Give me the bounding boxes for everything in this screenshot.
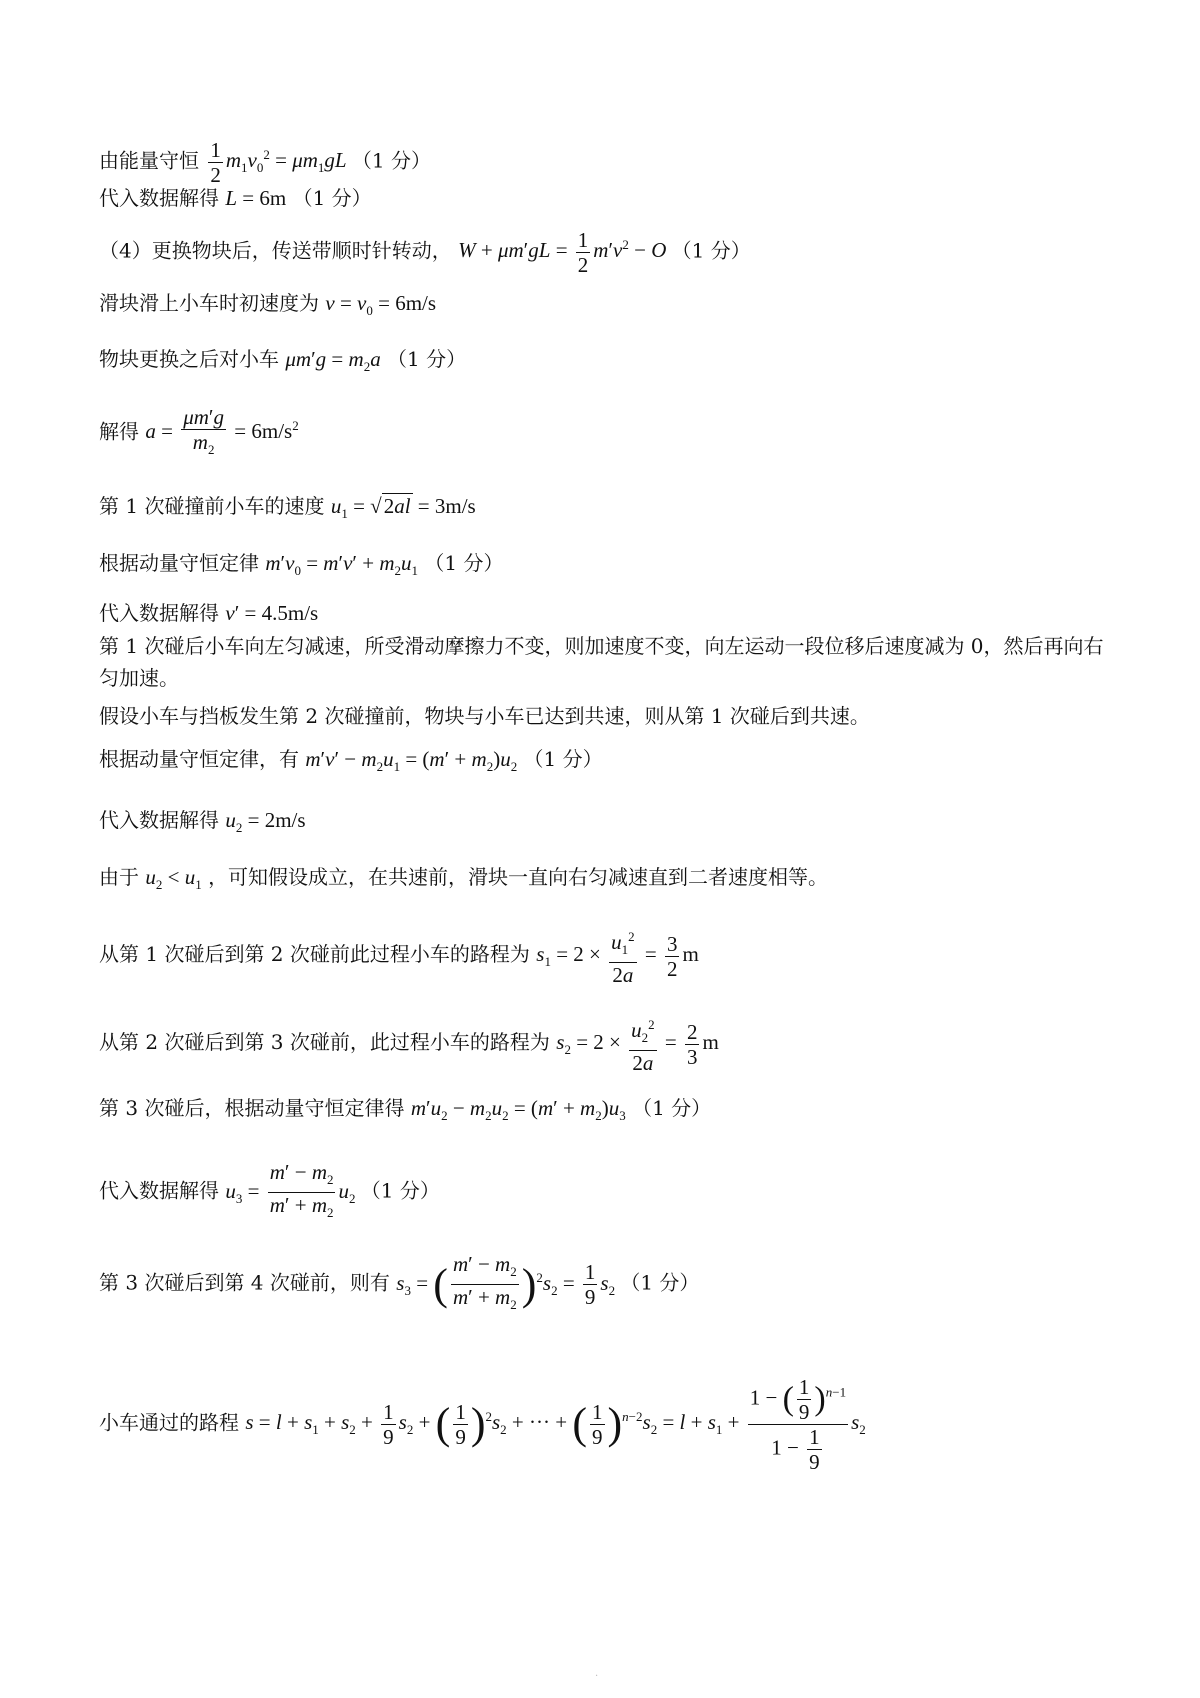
work-energy-formula: W + μm′gL = $\frac{1}{2}$ $m'v^2 - O$	[458, 228, 667, 277]
total-distance-formula: $s = l + s_1 + s_2$ + $\frac{1}{9}$ $s_2$ + ( $\frac{1}{9}$ )$^2s_2$ + ··· + ( $\frac{1}{9}$ )$^{n-2}s_2 = l + s_1$ + 1 − ( $\frac{1}{9}$ )$^{n-1}$ 1 − $\frac{1}{9}$ $s_2$	[245, 1375, 866, 1474]
v-prime-line	[99, 600, 318, 626]
u3-formula: $u_3$ = $\frac{m' - m_2}{m' + m_2}$ $u_2$	[225, 1160, 356, 1221]
line-text: 由能量守恒	[99, 148, 199, 173]
page-footer-mark: .	[595, 1668, 599, 1679]
line-text: 由于	[99, 865, 139, 889]
acceleration-line	[99, 405, 299, 462]
s2-line	[99, 1013, 719, 1075]
line-text: 第 3 次碰后到第 4 次碰前，则有	[99, 1270, 390, 1295]
comparison-line	[99, 864, 828, 898]
comparison-formula: $u_2 < u_1$	[145, 865, 202, 893]
line-text: （4）更换物块后，传送带顺时针转动，	[99, 238, 452, 263]
line-text: 第 1 次碰撞前小车的速度	[99, 494, 325, 518]
total-distance-line	[99, 1375, 866, 1474]
line-text: 小车通过的路程	[99, 1410, 239, 1435]
paragraph-first-collision: 第 1 次碰后小车向左匀减速，所受滑动摩擦力不变，则加速度不变，向左运动一段位移后速度减为 0，然后再向右匀加速。	[99, 634, 1104, 690]
line-text: 第 3 次碰后，根据动量守恒定律得	[99, 1096, 405, 1120]
s3-line	[99, 1252, 699, 1317]
score-note: （1 分）	[523, 747, 603, 771]
line-text: 滑块滑上小车时初速度为	[99, 291, 319, 315]
s2-formula: $s_2 = 2$ × $\frac{u_2^2}{2a}$ = $\frac{2}{3}$ m	[556, 1030, 719, 1054]
score-note: （1 分）	[387, 347, 467, 371]
s3-formula: $s_3$ = ( $\frac{m' - m_2}{m' + m_2}$ )$^2s_2$ = $\frac{1}{9}$ $s_2$	[396, 1252, 616, 1313]
line-text: 从第 2 次碰后到第 3 次碰前，此过程小车的路程为	[99, 1029, 550, 1054]
score-note: （1 分）	[360, 1178, 440, 1203]
paragraph-assumption: 假设小车与挡板发生第 2 次碰撞前，物块与小车已达到共速，则从第 1 次碰后到共速。	[99, 704, 870, 728]
score-note: （1 分）	[424, 551, 504, 575]
line-text: 代入数据解得	[99, 808, 219, 832]
initial-speed-formula: $v = v_0 = 6m/s$	[325, 291, 437, 319]
score-note: （1 分）	[632, 1096, 712, 1120]
score-note: （1 分）	[620, 1270, 700, 1295]
line-text-2: ，可知假设成立，在共速前，滑块一直向右匀减速直到二者速度相等。	[208, 865, 829, 889]
momentum-line-3	[99, 1095, 711, 1129]
energy-formula: $\frac{1}{2}$ $m_1v_0^2 = \mu m_1gL$	[210, 138, 347, 187]
cart-force-line	[99, 346, 466, 380]
initial-speed-line	[99, 290, 436, 324]
score-note: （1 分）	[292, 186, 372, 210]
momentum-formula-1: $m'v_0 = m'v' + m_2u_1$	[265, 551, 418, 579]
acceleration-formula: a = $\frac{\mu m'g}{m_2}$ = $6m/s^2$	[145, 405, 299, 458]
s1-line	[99, 925, 699, 987]
u2-line	[99, 807, 306, 841]
score-note: （1 分）	[671, 238, 751, 263]
momentum-line-1	[99, 550, 503, 584]
v-prime-result: v′ = 4.5m/s	[225, 601, 319, 625]
first-collision-speed-line	[99, 493, 476, 527]
solve-L-line	[99, 185, 372, 211]
line-text: 根据动量守恒定律，有	[99, 747, 299, 771]
u1-formula: $u_1 = √2al = 3m/s$	[330, 494, 476, 522]
work-energy-line	[99, 228, 751, 277]
line-text: 代入数据解得	[99, 1178, 219, 1203]
momentum-line-2	[99, 746, 603, 780]
u2-result: $u_2 = 2m/s$	[225, 808, 306, 836]
energy-conservation-line	[99, 138, 431, 187]
line-text: 代入数据解得	[99, 186, 219, 210]
line-text: 根据动量守恒定律	[99, 551, 259, 575]
momentum-formula-3: $m'u_2 - m_2u_2 = (m' + m_2)u_3$	[410, 1096, 626, 1124]
line-text: 物块更换之后对小车	[99, 347, 279, 371]
L-result: L = 6m	[225, 186, 287, 210]
score-note: （1 分）	[351, 148, 431, 173]
line-text: 从第 1 次碰后到第 2 次碰前此过程小车的路程为	[99, 941, 530, 966]
s1-formula: $s_1 = 2$ × $\frac{u_1^2}{2a}$ = $\frac{3}{2}$ m	[536, 942, 699, 966]
line-text: 代入数据解得	[99, 601, 219, 625]
u3-line	[99, 1160, 440, 1225]
cart-force-formula: $\mu m'g = m_2a$	[285, 347, 381, 375]
momentum-formula-2: $m'v' - m_2u_1 = (m' + m_2)u_2$	[305, 747, 518, 775]
line-text: 解得	[99, 419, 139, 444]
